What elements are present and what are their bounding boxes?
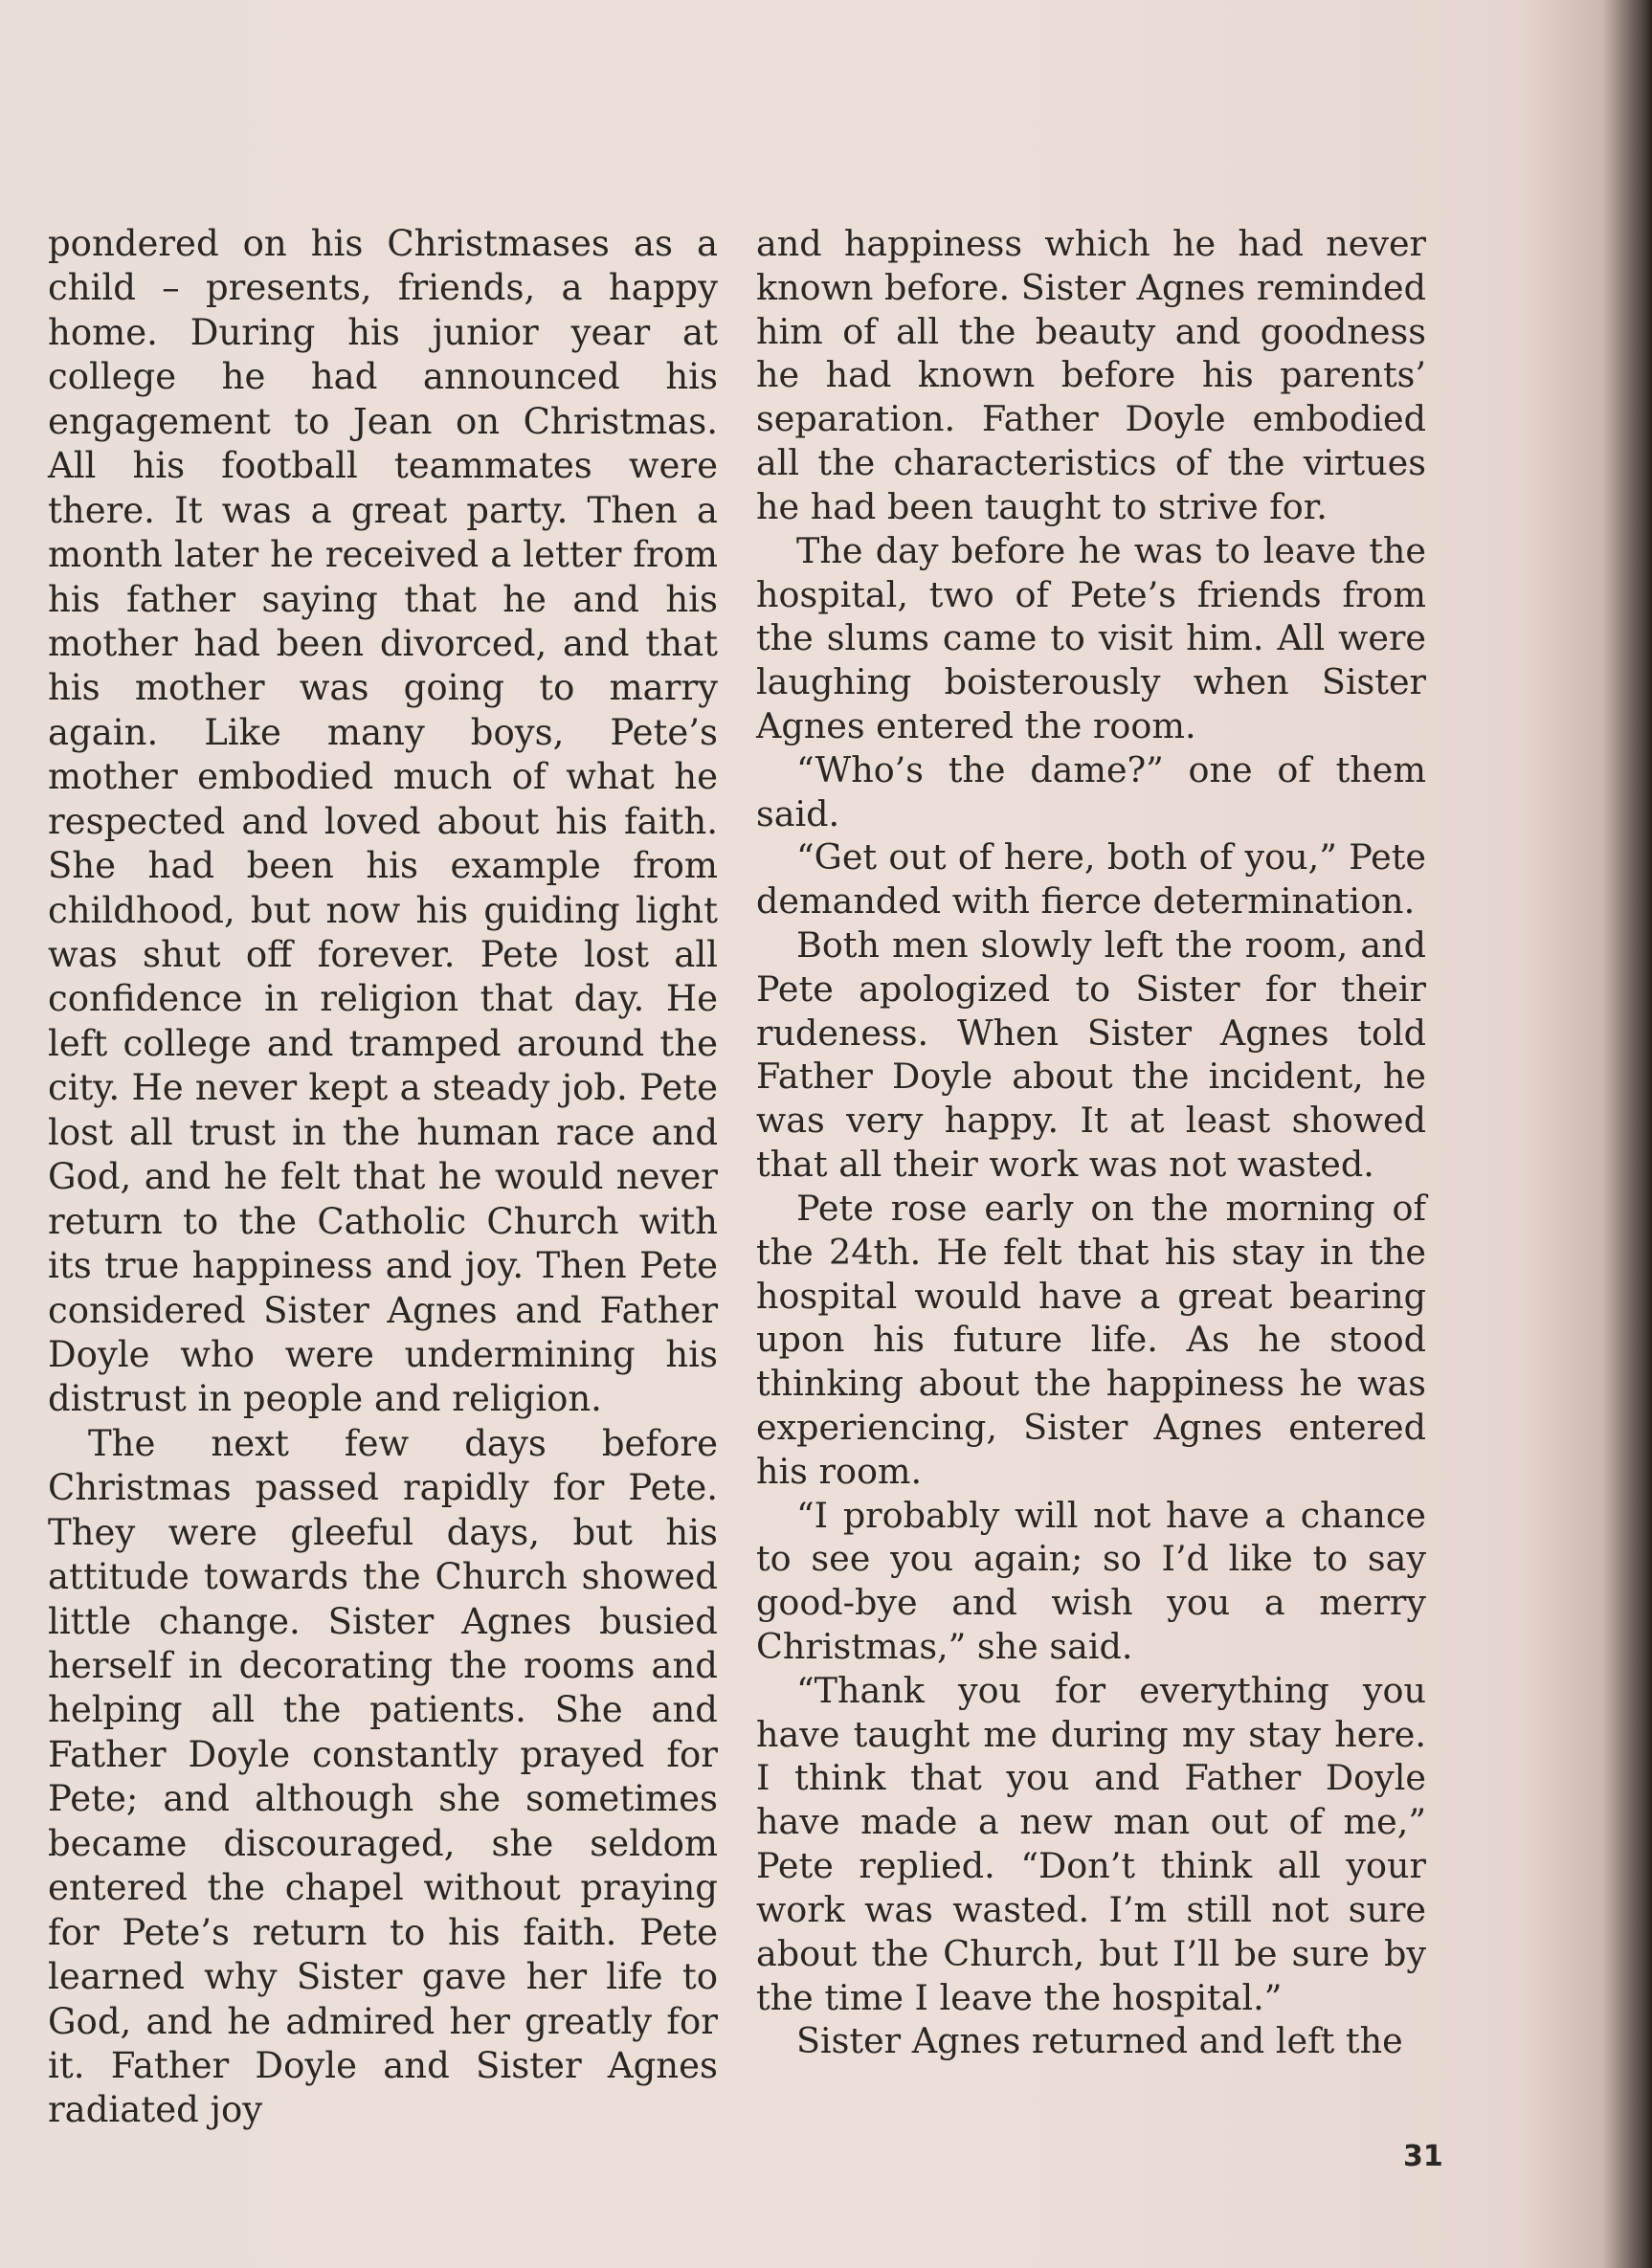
paragraph: “Who’s the dame?” one of them said. <box>756 748 1426 834</box>
paragraph: “Thank you for everything you have taught me during my stay here. I think that you and Father Doyle have made a new man out of me,” Pete replied. “Don’t think all your work was wasted. I’m still not sure about the Church, but I’ll be sure by the time I leave the hospital.” <box>756 1669 1426 2018</box>
paragraph: “I probably will not have a chance to see you again; so I’d like to say good-bye and wish you a merry Christmas,” she said. <box>756 1494 1426 1667</box>
paragraph: Both men slowly left the room, and Pete apologized to Sister for their rudeness. When Sister Agnes told Father Doyle about the incident, he was very happy. It at least showed that all their work was not wasted. <box>756 924 1426 1186</box>
paragraph: Pete rose early on the morning of the 24th. He felt that his stay in the hospital would have a great bearing upon his future life. As he stood thinking about the happiness he was experiencing, Sister Agnes entered his room. <box>756 1187 1426 1492</box>
paragraph: The day before he was to leave the hospital, two of Pete’s friends from the slums came to visit him. All were laughing boisterously when Sister Agnes entered the room. <box>756 529 1426 746</box>
left-column <box>48 222 718 2133</box>
paragraph: Sister Agnes returned and left the <box>796 2020 1403 2062</box>
right-column <box>756 222 1426 2063</box>
paragraph: and happiness which he had never known before. Sister Agnes reminded him of all the beauty and goodness he had known before his parents’ separation. Father Doyle embodied all the characteristics of the virtues he had been taught to strive for. <box>756 223 1426 527</box>
page-number: 31 <box>1403 2140 1443 2173</box>
paragraph: The next few days before Christmas passed rapidly for Pete. They were gleeful days, but his attitude towards the Church showed little change. Sister Agnes busied herself in decorating the rooms and helping all the patients. She and Father Doyle constantly prayed for Pete; and although she sometimes became discouraged, she seldom entered the chapel without praying for Pete’s return to his faith. Pete learned why Sister gave her life to God, and he admired her greatly for it. Father Doyle and Sister Agnes radiated joy <box>48 1422 718 2131</box>
paragraph: “Get out of here, both of you,” Pete demanded with fierce determination. <box>756 836 1426 923</box>
paragraph: pondered on his Christmases as a child – presents, friends, a happy home. During his junior year at college he had announced his engagement to Jean on Christmas. All his football teammates were there. It was a great party. Then a month later he received a letter from his father saying that he and his mother had been divorced, and that his mother was going to marry again. Like many boys, Pete’s mother embodied much of what he respected and loved about his faith. She had been his example from childhood, but now his guiding light was shut off forever. Pete lost all confidence in religion that day. He left college and tramped around the city. He never kept a steady job. Pete lost all trust in the human race and God, and he felt that he would never return to the Catholic Church with its true happiness and joy. Then Pete considered Sister Agnes and Father Doyle who were undermining his distrust in people and religion. <box>48 223 718 1420</box>
